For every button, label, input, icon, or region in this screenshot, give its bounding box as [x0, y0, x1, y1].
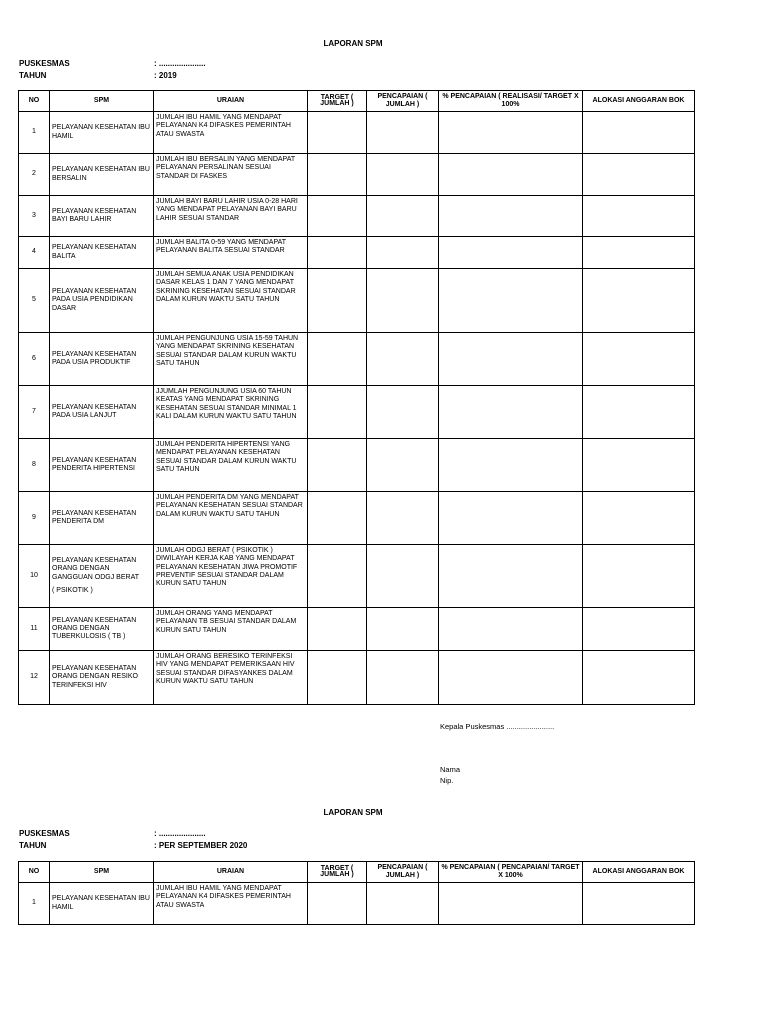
row-uraian: JUMLAH IBU BERSALIN YANG MENDAPAT PELAYANAN PERSALINAN SESUAI STANDAR DI FASKES	[154, 154, 308, 196]
pencapaian-cell[interactable]	[367, 269, 439, 333]
table-row	[19, 196, 695, 237]
target-cell[interactable]	[308, 883, 367, 925]
row-spm: PELAYANAN KESEHATAN PENDERITA HIPERTENSI	[50, 439, 154, 492]
table-row	[19, 439, 695, 492]
persen-cell[interactable]	[439, 608, 583, 651]
puskesmas-label: PUSKESMAS	[19, 59, 70, 68]
target-cell[interactable]	[308, 492, 367, 545]
persen-cell[interactable]	[439, 237, 583, 269]
pencapaian-cell[interactable]	[367, 492, 439, 545]
row-no: 1	[19, 883, 50, 925]
table-row	[19, 386, 695, 439]
tahun-value: : PER SEPTEMBER 2020	[154, 841, 248, 850]
persen-cell[interactable]	[439, 154, 583, 196]
table-row	[19, 545, 695, 608]
header-pencapaian: PENCAPAIAN ( JUMLAH )	[367, 862, 439, 883]
row-no: 2	[19, 154, 50, 196]
pencapaian-cell[interactable]	[367, 651, 439, 705]
alokasi-cell[interactable]	[583, 608, 695, 651]
kepala-puskesmas-label: Kepala Puskesmas .......................	[440, 722, 555, 731]
spm-table-2019	[18, 90, 695, 705]
alokasi-cell[interactable]	[583, 237, 695, 269]
alokasi-cell[interactable]	[583, 651, 695, 705]
alokasi-cell[interactable]	[583, 112, 695, 154]
target-cell[interactable]	[308, 237, 367, 269]
table-row	[19, 883, 695, 925]
tahun-label: TAHUN	[19, 841, 47, 850]
target-cell[interactable]	[308, 651, 367, 705]
pencapaian-cell[interactable]	[367, 112, 439, 154]
row-spm: PELAYANAN KESEHATAN PADA USIA LANJUT	[50, 386, 154, 439]
header-no: NO	[19, 862, 50, 883]
row-uraian: JUMLAH ORANG BERESIKO TERINFEKSI HIV YANG MENDAPAT PEMERIKSAAN HIV SESUAI STANDAR DIFASYANKES DALAM KURUN WAKTU SATU TAHUN	[154, 651, 308, 705]
row-spm: PELAYANAN KESEHATAN ORANG DENGAN RESIKO TERINFEKSI HIV	[50, 651, 154, 705]
pencapaian-cell[interactable]	[367, 608, 439, 651]
pencapaian-cell[interactable]	[367, 545, 439, 608]
row-no: 11	[19, 608, 50, 651]
row-spm-cell	[50, 545, 154, 608]
table-row	[19, 269, 695, 333]
header-pencapaian: PENCAPAIAN ( JUMLAH )	[367, 91, 439, 112]
row-spm: PELAYANAN KESEHATAN IBU HAMIL	[50, 883, 154, 925]
tahun-label: TAHUN	[19, 71, 47, 80]
row-uraian: JUMLAH BAYI BARU LAHIR USIA 0-28 HARI YANG MENDAPAT PELAYANAN BAYI BARU LAHIR SESUAI STANDAR	[154, 196, 308, 237]
row-no: 5	[19, 269, 50, 333]
puskesmas-value: : .....................	[154, 59, 206, 68]
table-row	[19, 651, 695, 705]
pencapaian-cell[interactable]	[367, 439, 439, 492]
row-no: 3	[19, 196, 50, 237]
persen-cell[interactable]	[439, 492, 583, 545]
header-no: NO	[19, 91, 50, 112]
row-spm: PELAYANAN KESEHATAN PENDERITA DM	[50, 492, 154, 545]
pencapaian-cell[interactable]	[367, 883, 439, 925]
pencapaian-cell[interactable]	[367, 237, 439, 269]
report-title: LAPORAN SPM	[323, 39, 383, 48]
target-cell[interactable]	[308, 386, 367, 439]
alokasi-cell[interactable]	[583, 196, 695, 237]
alokasi-cell[interactable]	[583, 439, 695, 492]
row-spm-sub: ( PSIKOTIK )	[52, 586, 93, 594]
row-uraian: JUMLAH IBU HAMIL YANG MENDAPAT PELAYANAN K4 DIFASKES PEMERINTAH ATAU SWASTA	[154, 883, 308, 925]
puskesmas-label: PUSKESMAS	[19, 829, 70, 838]
pencapaian-cell[interactable]	[367, 386, 439, 439]
target-cell[interactable]	[308, 608, 367, 651]
alokasi-cell[interactable]	[583, 154, 695, 196]
header-spm: SPM	[50, 862, 154, 883]
tahun-value: : 2019	[154, 71, 177, 80]
target-cell[interactable]	[308, 112, 367, 154]
target-cell[interactable]	[308, 439, 367, 492]
row-no: 1	[19, 112, 50, 154]
pencapaian-cell[interactable]	[367, 196, 439, 237]
row-no: 12	[19, 651, 50, 705]
row-spm: PELAYANAN KESEHATAN BAYI BARU LAHIR	[50, 196, 154, 237]
row-spm: PELAYANAN KESEHATAN IBU HAMIL	[50, 112, 154, 154]
persen-cell[interactable]	[439, 386, 583, 439]
row-no: 7	[19, 386, 50, 439]
row-uraian: JUMLAH IBU HAMIL YANG MENDAPAT PELAYANAN K4 DIFASKES PEMERINTAH ATAU SWASTA	[154, 112, 308, 154]
table-row	[19, 112, 695, 154]
row-no: 9	[19, 492, 50, 545]
row-uraian: JJUMLAH PENGUNJUNG USIA 60 TAHUN KEATAS YANG MENDAPAT SKRINING KESEHATAN SESUAI STANDAR MINIMAL 1 KALI DALAM KURUN WAKTU SATU TAHUN	[154, 386, 308, 439]
row-uraian: JUMLAH SEMUA ANAK USIA PENDIDIKAN DASAR KELAS 1 DAN 7 YANG MENDAPAT SKRINING KESEHATAN SESUAI STANDAR DALAM KURUN WAKTU SATU TAHUN	[154, 269, 308, 333]
row-spm: PELAYANAN KESEHATAN IBU BERSALIN	[50, 154, 154, 196]
nama-label: Nama	[440, 765, 461, 774]
row-no: 6	[19, 333, 50, 386]
table-row	[19, 492, 695, 545]
table-row	[19, 154, 695, 196]
header-persen-pencapaian: % PENCAPAIAN ( PENCAPAIAN/ TARGET X 100%	[439, 862, 583, 883]
alokasi-cell[interactable]	[583, 545, 695, 608]
row-spm: PELAYANAN KESEHATAN PADA USIA PRODUKTIF	[50, 333, 154, 386]
row-uraian: JUMLAH PENDERITA DM YANG MENDAPAT PELAYANAN KESEHATAN SESUAI STANDAR DALAM KURUN WAKTU SATU TAHUN	[154, 492, 308, 545]
pencapaian-cell[interactable]	[367, 333, 439, 386]
header-alokasi-anggaran: ALOKASI ANGGARAN BOK	[583, 862, 695, 883]
persen-cell[interactable]	[439, 883, 583, 925]
header-spm: SPM	[50, 91, 154, 112]
target-cell[interactable]	[308, 545, 367, 608]
persen-cell[interactable]	[439, 112, 583, 154]
persen-cell[interactable]	[439, 269, 583, 333]
target-cell[interactable]	[308, 196, 367, 237]
alokasi-cell[interactable]	[583, 269, 695, 333]
row-spm: PELAYANAN KESEHATAN ORANG DENGAN TUBERKULOSIS ( TB )	[50, 608, 154, 651]
row-no: 4	[19, 237, 50, 269]
persen-cell[interactable]	[439, 651, 583, 705]
target-cell[interactable]	[308, 269, 367, 333]
nip-label: Nip.	[440, 776, 454, 785]
row-spm: PELAYANAN KESEHATAN PADA USIA PENDIDIKAN DASAR	[50, 269, 154, 333]
header-target: TARGET ( JUMLAH )	[308, 862, 367, 883]
spm-table-2020	[18, 861, 695, 925]
row-uraian: JUMLAH BALITA 0-59 YANG MENDAPAT PELAYANAN BALITA SESUAI STANDAR	[154, 237, 308, 269]
persen-cell[interactable]	[439, 196, 583, 237]
header-uraian: URAIAN	[154, 91, 308, 112]
row-spm: PELAYANAN KESEHATAN BALITA	[50, 237, 154, 269]
header-persen-pencapaian: % PENCAPAIAN ( REALISASI/ TARGET X 100%	[439, 91, 583, 112]
persen-cell[interactable]	[439, 545, 583, 608]
alokasi-cell[interactable]	[583, 883, 695, 925]
row-uraian: JUMLAH ORANG YANG MENDAPAT PELAYANAN TB SESUAI STANDAR DALAM KURUN SATU TAHUN	[154, 608, 308, 651]
alokasi-cell[interactable]	[583, 333, 695, 386]
table-row	[19, 608, 695, 651]
row-uraian: JUMLAH PENDERITA HIPERTENSI YANG MENDAPAT PELAYANAN KESEHATAN SESUAI STANDAR DALAM KURUN WAKTU SATU TAHUN	[154, 439, 308, 492]
alokasi-cell[interactable]	[583, 386, 695, 439]
row-uraian: JUMLAH ODGJ BERAT ( PSIKOTIK ) DIWILAYAH KERJA KAB YANG MENDAPAT PELAYANAN KESEHATAN JIWA PROMOTIF PREVENTIF SESUAI STANDAR DALAM KURUN SATU TAHUN	[154, 545, 308, 608]
table-row	[19, 237, 695, 269]
table-row	[19, 333, 695, 386]
header-target: TARGET ( JUMLAH )	[308, 91, 367, 112]
persen-cell[interactable]	[439, 333, 583, 386]
row-spm: PELAYANAN KESEHATAN ORANG DENGAN GANGGUAN ODGJ BERAT	[52, 556, 139, 581]
alokasi-cell[interactable]	[583, 492, 695, 545]
row-no: 10	[19, 545, 50, 608]
row-uraian: JUMLAH PENGUNJUNG USIA 15-59 TAHUN YANG MENDAPAT SKRINING KESEHATAN SESUAI STANDAR DALAM KURUN WAKTU SATU TAHUN	[154, 333, 308, 386]
header-alokasi-anggaran: ALOKASI ANGGARAN BOK	[583, 91, 695, 112]
persen-cell[interactable]	[439, 439, 583, 492]
target-cell[interactable]	[308, 333, 367, 386]
header-uraian: URAIAN	[154, 862, 308, 883]
puskesmas-value: : .....................	[154, 829, 206, 838]
row-no: 8	[19, 439, 50, 492]
pencapaian-cell[interactable]	[367, 154, 439, 196]
report-title: LAPORAN SPM	[323, 808, 383, 817]
target-cell[interactable]	[308, 154, 367, 196]
